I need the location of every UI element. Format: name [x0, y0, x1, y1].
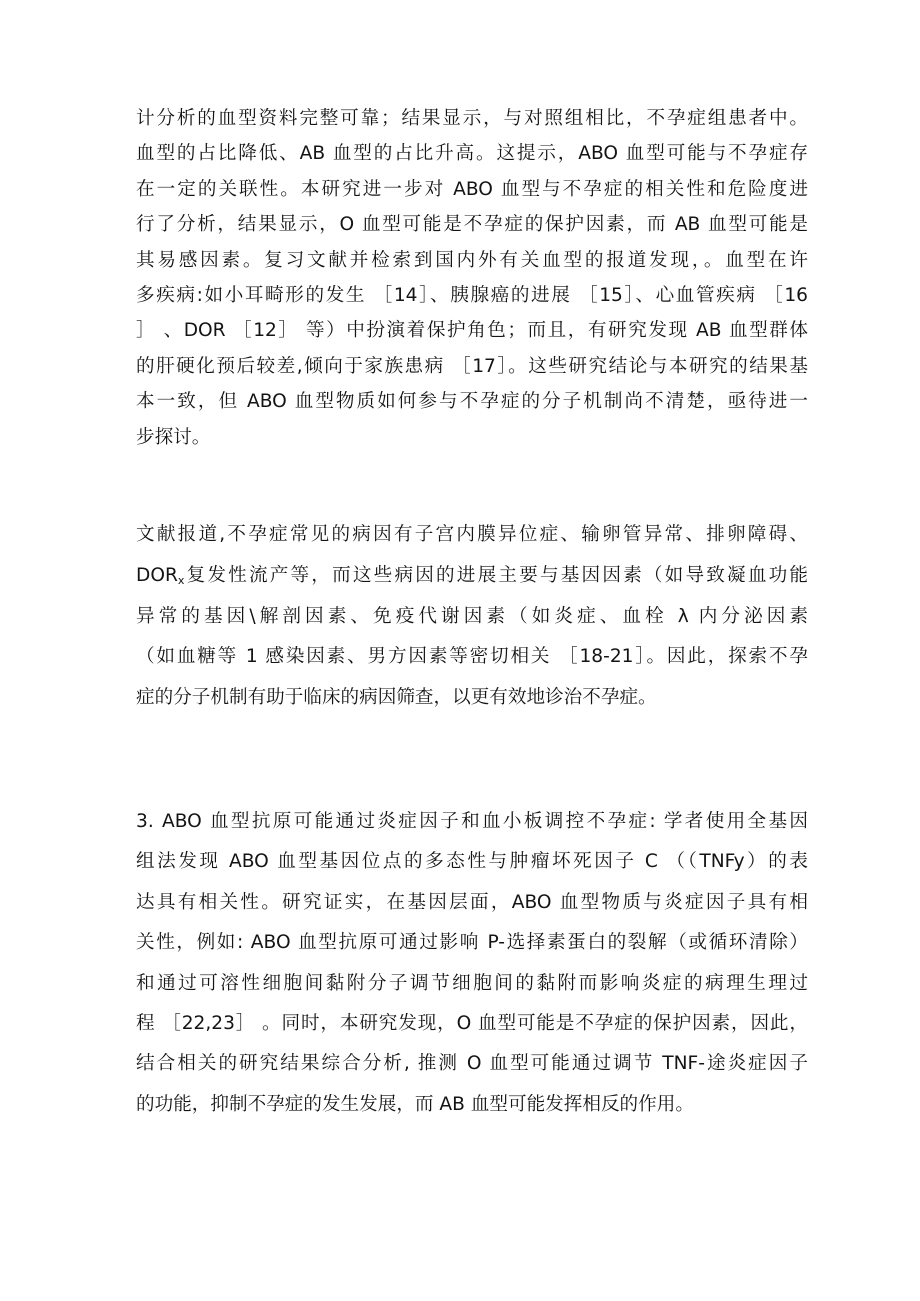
text-line: 多疾病:如小耳畸形的发生 ［14］、胰腺癌的进展 ［15］、心血管疾病 ［16	[136, 284, 808, 306]
text-line: 本一致，但 ABO 血型物质如何参与不孕症的分子机制尚不清楚，亟待进一	[136, 391, 808, 413]
dor-term: DOR	[136, 564, 178, 586]
text-line: 关性，例如: ABO 血型抗原可通过影响 P-选择素蛋白的裂解（或循环清除）	[136, 932, 808, 954]
text-line: ］ 、DOR ［12］ 等）中扮演着保护角色；而且，有研究发现 AB 血型群体	[136, 320, 808, 342]
text-line: 在一定的关联性。本研究进一步对 ABO 血型与不孕症的相关性和危险度进	[136, 178, 808, 200]
paragraph-blood-type-analysis	[136, 101, 808, 455]
text-line: 异常的基因\解剖因素、免疫代谢因素（如炎症、血栓 λ 内分泌因素	[136, 605, 808, 627]
text-line: 其易感因素。复习文献并检索到国内外有关血型的报道发现，。血型在许	[136, 249, 808, 271]
text-line: 症的分子机制有助于临床的病因筛查，以更有效地诊治不孕症。	[136, 687, 657, 709]
paragraph-infertility-causes	[136, 515, 808, 719]
text-line: 的功能，抑制不孕症的发生发展，而 AB 血型可能发挥相反的作用。	[136, 1093, 694, 1115]
text-line: 步探讨。	[136, 426, 211, 448]
text-line: 程 ［22,23］ 。同时，本研究发现，O 血型可能是不孕症的保护因素，因此，	[136, 1012, 808, 1034]
text-line-remainder: 复发性流产等，而这些病因的进展主要与基因因素（如导致凝血功能	[184, 564, 808, 586]
text-line: 行了分析，结果显示，O 血型可能是不孕症的保护因素，而 AB 血型可能是	[136, 214, 808, 236]
dor-subscript: x	[177, 573, 185, 587]
text-line: 文献报道,不孕症常见的病因有子宫内膜异位症、输卵管异常、排卵障碍、	[136, 524, 808, 545]
text-line: 和通过可溶性细胞间黏附分子调节细胞间的黏附而影响炎症的病理生理过	[136, 972, 808, 994]
text-line	[136, 556, 808, 597]
text-line: 的肝硬化预后较差,倾向于家族患病 ［17］。这些研究结论与本研究的结果基	[136, 355, 808, 377]
paragraph-inflammation-platelets	[136, 802, 808, 1125]
text-line: 血型的占比降低、AB 血型的占比升高。这提示，ABO 血型可能与不孕症存	[136, 143, 808, 165]
text-line: （如血糖等 1 感染因素、男方因素等密切相关 ［18-21］。因此，探索不孕	[136, 646, 808, 668]
text-line: 3. ABO 血型抗原可能通过炎症因子和血小板调控不孕症: 学者使用全基因	[136, 811, 808, 832]
text-line: 组法发现 ABO 血型基因位点的多态性与肿瘤坏死因子 C （（TNFy）的表	[136, 851, 808, 873]
text-line: 结合相关的研究结果综合分析, 推测 O 血型可能通过调节 TNF-途炎症因子	[136, 1053, 808, 1075]
text-line: 计分析的血型资料完整可靠；结果显示，与对照组相比，不孕症组患者中。	[136, 108, 808, 129]
text-line: 达具有相关性。研究证实，在基因层面，ABO 血型物质与炎症因子具有相	[136, 891, 808, 913]
